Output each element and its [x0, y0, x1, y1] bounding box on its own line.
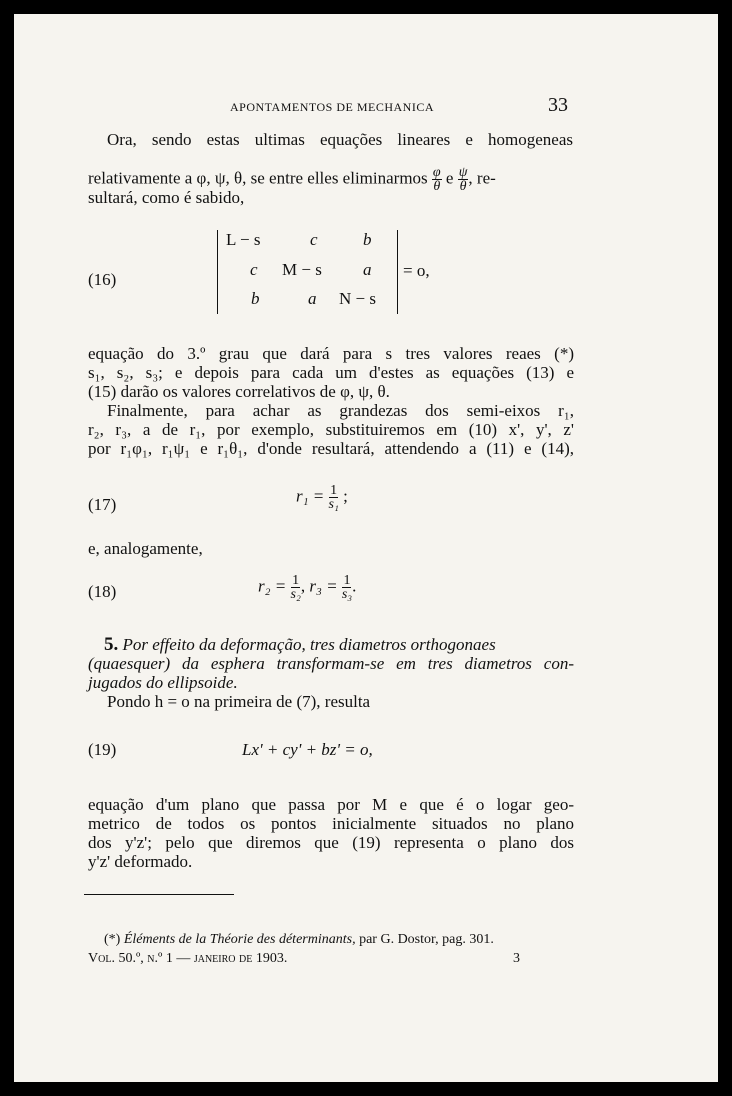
fraction-numerator: 1	[292, 573, 300, 588]
matrix-cell: N − s	[339, 289, 376, 308]
para2-line: Finalmente, para achar as grandezas dos semi-eixos r₁,	[107, 401, 574, 420]
signature-mark: 3	[513, 951, 520, 966]
para4-line: equação d'um plano que passa por M e que é o logar geo-	[88, 795, 574, 814]
document-page	[14, 14, 718, 1082]
running-header: APONTAMENTOS DE MECHANICA	[230, 100, 434, 114]
section5-line4: Pondo h = o na primeira de (7), resulta	[107, 692, 371, 711]
eq17-fraction	[329, 484, 339, 511]
para1-line2-text: relativamente a φ, ψ, θ, se entre elles eliminarmos	[88, 168, 428, 188]
eq18-separator: ,	[300, 576, 306, 596]
section5-line1	[104, 634, 496, 656]
fraction-numerator: 1	[343, 573, 351, 588]
para4-line: metrico de todos os pontos inicialmente situados no plano	[88, 814, 574, 833]
eq19-number: (19)	[88, 740, 117, 759]
matrix-cell: c	[310, 230, 318, 249]
eq16-rhs: = o,	[403, 261, 430, 280]
eq18-lhs2: r₃ =	[309, 576, 338, 596]
eq18-lhs1: r₂ =	[258, 576, 287, 596]
para2-line: por r₁φ₁, r₁ψ₁ e r₁θ₁, d'onde resultará, attendendo a (11) e (14),	[88, 439, 574, 458]
footer-volume: Vol. 50.º, n.º 1 — janeiro de 1903.	[88, 951, 288, 966]
section5-italic-line: jugados do ellipsoide.	[88, 673, 238, 692]
determinant-bar-left	[217, 230, 218, 314]
matrix-cell: a	[308, 289, 317, 308]
footnote-title: Éléments de la Théorie des déterminants,	[123, 932, 356, 947]
matrix-cell: L − s	[226, 230, 261, 249]
eq19-formula: Lx' + cy' + bz' = o,	[242, 740, 373, 759]
eq18-tail: .	[352, 576, 357, 596]
para2-line: s₁, s₂, s₃; e depois para cada um d'estes as equações (13) e	[88, 363, 574, 382]
section5-italic-line: Por effeito da deformação, tres diametros orthogonaes	[122, 635, 496, 654]
fraction-numerator: φ	[432, 165, 441, 180]
para1-line2-end: , re-	[468, 168, 496, 188]
para2-line: r₂, r₃, a de r₁, por exemplo, substituiremos em (10) x', y', z'	[88, 420, 574, 439]
matrix-cell: M − s	[282, 260, 322, 279]
para2-line: (15) darão os valores correlativos de φ, ψ, θ.	[88, 382, 390, 401]
fraction-psi-theta	[458, 166, 469, 193]
eq17-number: (17)	[88, 495, 117, 514]
footnote-rule	[84, 894, 234, 895]
section5-italic-line: (quaesquer) da esphera transformam-se em tres diametros con-	[88, 654, 574, 673]
eq18-fraction2	[342, 574, 352, 601]
footnote-marker: (*)	[104, 932, 121, 947]
para3: e, analogamente,	[88, 539, 203, 558]
para4-line: dos y'z'; pelo que diremos que (19) representa o plano dos	[88, 833, 574, 852]
fraction-numerator: 1	[330, 483, 338, 498]
eq17-tail: ;	[343, 486, 348, 506]
fraction-denominator: s₁	[328, 497, 339, 512]
eq17-formula	[296, 484, 348, 511]
fraction-denominator: θ	[459, 179, 467, 194]
para4-line: y'z' deformado.	[88, 852, 193, 871]
eq16-number: (16)	[88, 270, 117, 289]
para1-line1: Ora, sendo estas ultimas equações lineares e homogeneas	[107, 130, 573, 149]
fraction-numerator: ψ	[458, 165, 468, 180]
para1-conjunction: e	[445, 168, 454, 188]
eq18-number: (18)	[88, 582, 117, 601]
eq17-lhs: r₁ =	[296, 486, 325, 506]
section-number: 5.	[104, 634, 119, 655]
matrix-cell: a	[363, 260, 372, 279]
fraction-denominator: s₂	[290, 587, 301, 602]
fraction-denominator: θ	[433, 179, 441, 194]
matrix-cell: b	[363, 230, 372, 249]
matrix-cell: b	[251, 289, 260, 308]
para2-line: equação do 3.º grau que dará para s tres valores reaes (*)	[88, 344, 574, 363]
eq18-fraction1	[291, 574, 301, 601]
eq18-formula	[258, 574, 356, 601]
para1-line3: sultará, como é sabido,	[88, 188, 245, 207]
matrix-cell: c	[250, 260, 258, 279]
page-number: 33	[548, 94, 568, 116]
fraction-denominator: s₃	[341, 587, 353, 602]
determinant-bar-right	[397, 230, 398, 314]
footnote-rest: par G. Dostor, pag. 301.	[359, 932, 494, 947]
footnote	[104, 932, 494, 948]
fraction-phi-theta	[432, 166, 442, 193]
